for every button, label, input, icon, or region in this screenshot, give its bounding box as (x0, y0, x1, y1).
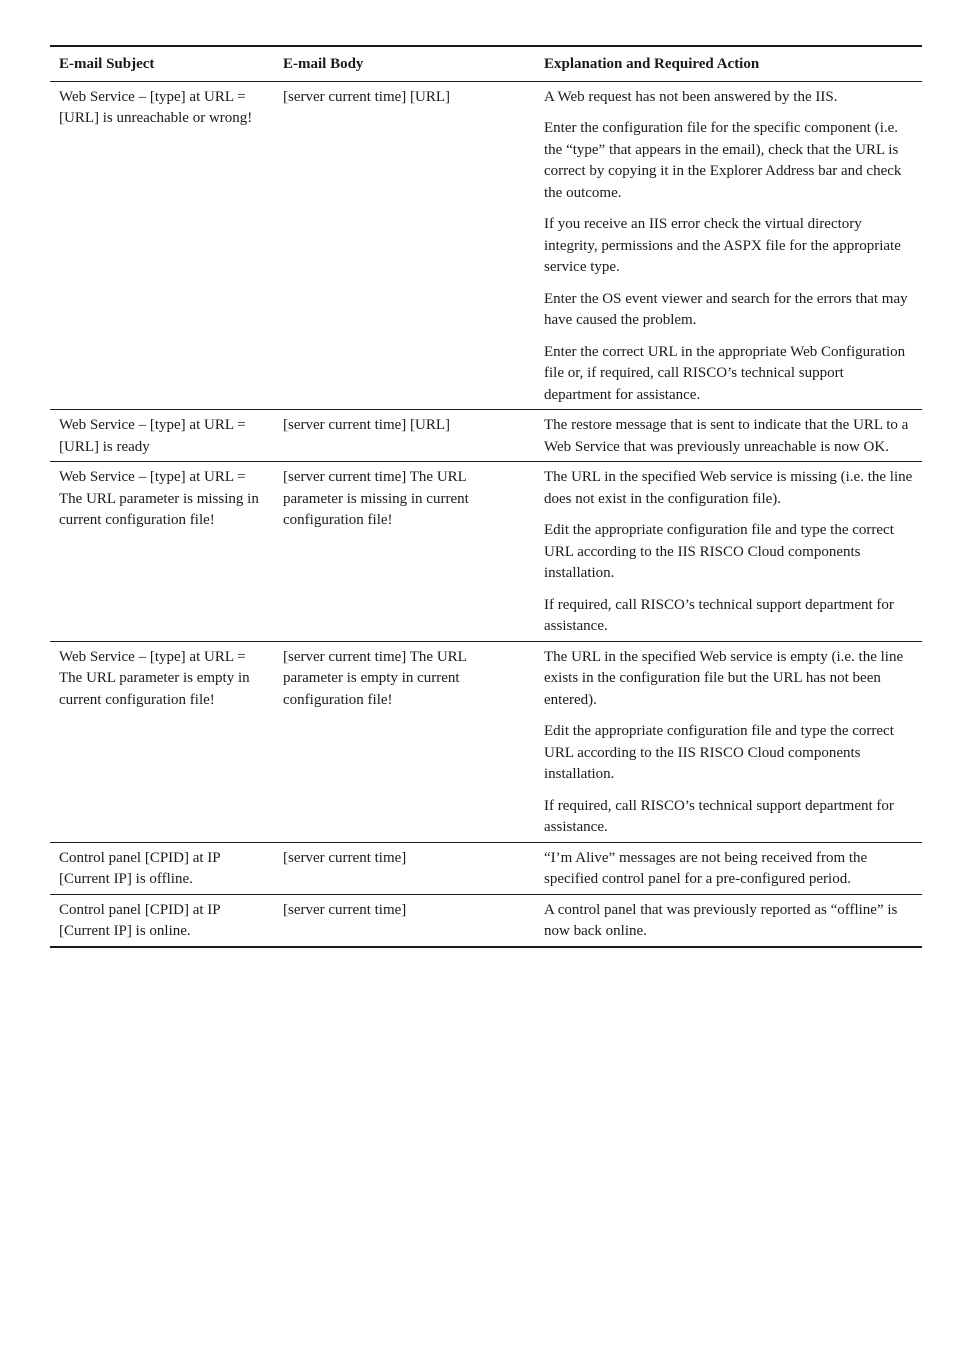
table-row (50, 462, 922, 642)
email-body-cell: [server current time] (274, 894, 535, 947)
table-row (50, 842, 922, 894)
header-email-subject: E-mail Subject (50, 46, 274, 81)
table-row (50, 81, 922, 410)
explanation-paragraph: Edit the appropriate configuration file and type the correct URL according to the IIS RISCO Cloud components installation. (544, 522, 894, 581)
header-email-body: E-mail Body (274, 46, 535, 81)
email-body-cell: [server current time] [URL] (274, 410, 535, 462)
explanation-paragraph: The restore message that is sent to indicate that the URL to a Web Service that was previously unreachable is now OK. (544, 417, 909, 455)
explanation-paragraph: Enter the configuration file for the specific component (i.e. the “type” that appears in the email), check that the URL is correct by copying it in the Explorer Address bar and check the outcome. (544, 120, 902, 201)
email-subject-cell: Web Service – [type] at URL = The URL parameter is empty in current configuration file! (50, 641, 274, 842)
header-row (50, 46, 922, 81)
email-body-cell: [server current time] The URL parameter is empty in current configuration file! (274, 641, 535, 842)
table-header (50, 46, 922, 81)
email-subject-cell: Control panel [CPID] at IP [Current IP] is online. (50, 894, 274, 947)
email-subject-cell: Web Service – [type] at URL = The URL parameter is missing in current configuration file! (50, 462, 274, 642)
explanation-paragraph: The URL in the specified Web service is missing (i.e. the line does not exist in the configuration file). (544, 469, 913, 507)
table-row (50, 894, 922, 947)
explanation-paragraph: Edit the appropriate configuration file and type the correct URL according to the IIS RISCO Cloud components installation. (544, 723, 894, 782)
document-page (50, 45, 922, 948)
explanation-cell (535, 410, 922, 462)
explanation-paragraph: The URL in the specified Web service is empty (i.e. the line exists in the configuration file but the URL has not been entered). (544, 648, 904, 708)
explanation-paragraph: A Web request has not been answered by the IIS. (544, 88, 838, 105)
email-notification-table (50, 45, 922, 948)
explanation-paragraph: If required, call RISCO’s technical support department for assistance. (544, 797, 894, 835)
explanation-paragraph: Enter the correct URL in the appropriate Web Configuration file or, if required, call RISCO’s technical support department for assistance. (544, 343, 906, 403)
explanation-paragraph: “I’m Alive” messages are not being received from the specified control panel for a pre-configured period. (544, 849, 868, 887)
email-body-cell: [server current time] [URL] (274, 81, 535, 410)
explanation-paragraph: Enter the OS event viewer and search for the errors that may have caused the problem. (544, 290, 908, 328)
explanation-paragraph: If required, call RISCO’s technical support department for assistance. (544, 596, 894, 634)
table-body (50, 81, 922, 947)
header-explanation: Explanation and Required Action (535, 46, 922, 81)
table-row (50, 410, 922, 462)
explanation-cell (535, 641, 922, 842)
table-row (50, 641, 922, 842)
explanation-paragraph: A control panel that was previously reported as “offline” is now back online. (544, 901, 898, 939)
email-body-cell: [server current time] The URL parameter is missing in current configuration file! (274, 462, 535, 642)
explanation-cell (535, 842, 922, 894)
explanation-cell (535, 462, 922, 642)
email-subject-cell: Control panel [CPID] at IP [Current IP] is offline. (50, 842, 274, 894)
explanation-cell (535, 81, 922, 410)
explanation-cell (535, 894, 922, 947)
explanation-paragraph: If you receive an IIS error check the virtual directory integrity, permissions and the ASPX file for the appropriate service type. (544, 216, 901, 275)
email-subject-cell: Web Service – [type] at URL = [URL] is ready (50, 410, 274, 462)
email-body-cell: [server current time] (274, 842, 535, 894)
email-subject-cell: Web Service – [type] at URL = [URL] is unreachable or wrong! (50, 81, 274, 410)
